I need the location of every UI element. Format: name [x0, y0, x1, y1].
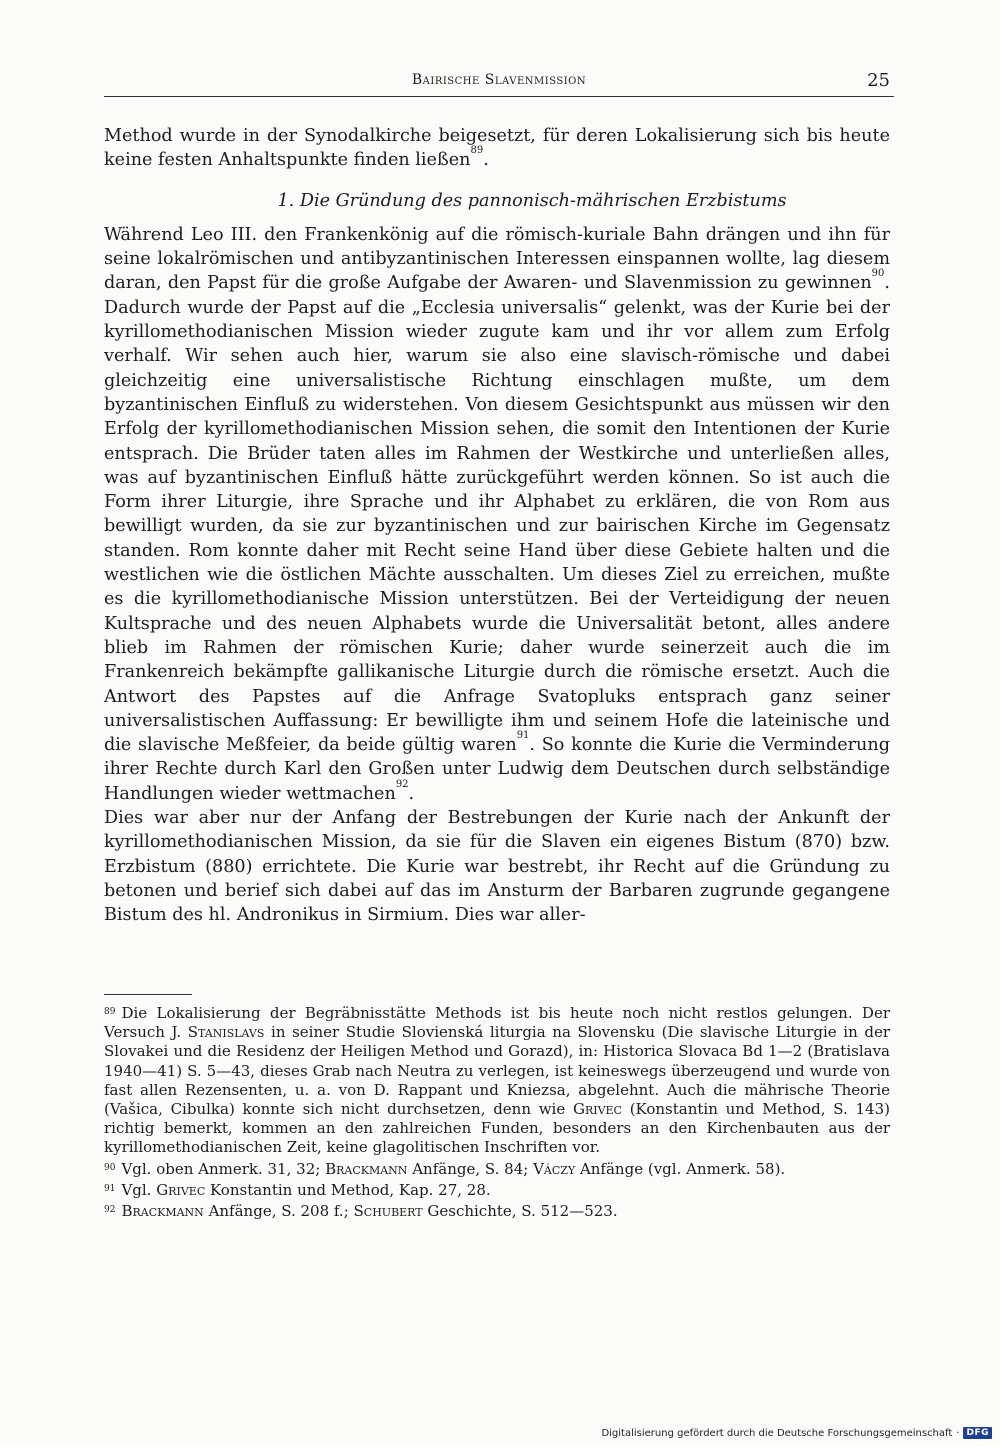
footnote-ref-89: 89: [470, 145, 484, 157]
paragraph-2: [104, 223, 890, 806]
footnote-text: in seiner Studie Slovienská liturgia na Slovensku (Die slavische Liturgie in der Slovakei und die Residenz der Heiligen Method und Gorazd), in: Historica Slovaca Bd 1—2 (Bratislava 1940—41) S. 5—43, dieses Grab nach Neutra zu verlegen, ist keineswegs überzeugend und wurde von fast allen Rezensenten, u. a. von D. Rappant und Kniezsa, abgelehnt. Auch die mährische Theorie (Vašica, Cibulka) konnte sich nicht durchsetzen, denn wie: [104, 1023, 890, 1119]
dfg-logo-icon: DFG: [963, 1427, 992, 1439]
page-number: 25: [867, 70, 890, 91]
paragraph-1-text: Method wurde in der Synodalkirche beigesetzt, für deren Lokalisierung sich bis heute keine festen Anhaltspunkte finden ließen: [104, 126, 890, 171]
paragraph-2-part-b: . Dadurch wurde der Papst auf die „Ecclesia universalis“ gelenkt, was der Kurie bei der kyrillomethodianischen Mission wieder zugute kam und ihr vor allem zum Erfolg verhalf. Wir sehen auch hier, warum sie also eine slavisch-römische und dabei gleichzeitig eine universalistische Richtung einschlagen mußte, um dem byzantinischen Einfluß zu widerstehen. Von diesem Gesichtspunkt aus müssen wir den Erfolg der kyrillomethodianischen Mission sehen, die somit den Intentionen der Kurie entsprach. Die Brüder taten alles im Rahmen der Westkirche und unterließen alles, was auf byzantinischen Einfluß hätte zurückgeführt werden können. So ist auch die Form ihrer Liturgie, ihre Sprache und ihr Alphabet zu erklären, die von Rom aus bewilligt wurden, da sie zur byzantinischen und zur bairischen Kirche im Gegensatz standen. Rom konnte daher mit Recht seine Hand über diese Gebiete halten und die westlichen wie die östlichen Mächte ausschalten. Um dieses Ziel zu erreichen, mußte es die kyrillomethodianische Mission unterstützen. Bei der Verteidigung der neuen Kultsprache und des neuen Alphabets wurde die Universalität betont, alles andere blieb im Rahmen der römischen Kurie; daher wurde seinerzeit auch die im Frankenreich bekämpfte gallikanische Liturgie durch die römische ersetzt. Auch die Antwort des Papstes auf die Anfrage Svatopluks entsprach ganz seiner universalistischen Auffassung: Er bewilligte ihm und seinem Hofe die lateinische und die slavische Meßfeier, da beide gültig waren: [104, 273, 890, 756]
running-title: Bairische Slavenmission: [411, 72, 587, 88]
dfg-separator: ·: [956, 1427, 960, 1439]
footnote-text: Geschichte, S. 512—523.: [422, 1202, 618, 1221]
dfg-credit-text: Digitalisierung gefördert durch die Deutsche Forschungsgemeinschaft: [601, 1427, 953, 1439]
footnote-89: [104, 1004, 890, 1158]
footnote-text: Anfänge, S. 84;: [407, 1159, 534, 1178]
paragraph-3: Dies war aber nur der Anfang der Bestrebungen der Kurie nach der Ankunft der kyrillomethodianischen Mission, da sie für die Slaven ein eigenes Bistum (870) bzw. Erzbistum (880) errichtete. Die Kurie war bestrebt, ihr Recht auf die Gründung zu betonen und berief sich dabei auf das im Ansturm der Barbaren zugrunde gegangene Bistum des hl. Andronikus in Sirmium. Dies war aller-: [104, 808, 890, 926]
footnote-text: Vgl. oben Anmerk. 31, 32;: [121, 1159, 326, 1178]
footnote-number: 90: [104, 1162, 116, 1173]
dfg-credit: [601, 1425, 992, 1441]
footnote-text: Die Lokalisierung der Begräbnisstätte Methods ist bis heute noch nicht restlos gelungen. Der Versuch J.: [104, 1004, 890, 1042]
paragraph-1-end: .: [483, 150, 489, 171]
footnote-number: 89: [104, 1007, 116, 1017]
footnote-separator: [104, 994, 192, 995]
footnote-90: [104, 1160, 890, 1179]
footnote-text: Anfänge, S. 208 f.;: [203, 1202, 354, 1221]
author-name: Brackmann: [121, 1202, 204, 1221]
footnote-text: (Konstantin und Method, S. 143) richtig bemerkt, kommen an den zahlreichen Funden, besonders an den Kirchenbauten aus der kyrillomethodianischen Zeit, keine glagolitischen Inschriften vor.: [104, 1100, 891, 1157]
author-name: Schubert: [353, 1202, 423, 1221]
footnote-ref-92: 92: [395, 778, 409, 790]
footnote-92: [104, 1202, 890, 1221]
footnotes: [104, 1004, 890, 1223]
paragraph-2-part-c: . So konnte die Kurie die Verminderung ihrer Rechte durch Karl den Großen unter Ludwig dem Deutschen durch selbständige Handlungen wieder wettmachen: [104, 735, 890, 804]
author-name: Grivec: [572, 1100, 622, 1119]
author-name: Stanislavs: [187, 1023, 265, 1042]
footnote-number: 92: [104, 1205, 116, 1216]
main-text: [104, 124, 890, 928]
paragraph-1: [104, 124, 890, 173]
footnote-ref-90: 90: [871, 268, 885, 280]
footnote-text: Vgl.: [121, 1180, 157, 1199]
paragraph-2-part-a: Während Leo III. den Frankenkönig auf die römisch-kuriale Bahn drängen und ihn für seine lokalrömischen und antibyzantinischen Interessen einspannen wollte, lag diesem daran, den Papst für die große Aufgabe der Awaren- und Slavenmission zu gewinnen: [104, 224, 890, 294]
author-name: Grivec: [156, 1180, 206, 1199]
paragraph-2-end: .: [408, 783, 415, 804]
footnote-number: 91: [104, 1183, 116, 1194]
footnote-ref-91: 91: [516, 730, 530, 742]
section-heading: 1. Die Gründung des pannonisch-mährischen Erzbistums: [277, 190, 787, 211]
footnote-text: Anfänge (vgl. Anmerk. 58).: [575, 1159, 786, 1178]
running-header: [104, 70, 894, 97]
author-name: Váczy: [533, 1159, 576, 1178]
author-name: Brackmann: [325, 1159, 408, 1178]
footnote-text: Konstantin und Method, Kap. 27, 28.: [205, 1180, 491, 1199]
footnote-91: [104, 1181, 890, 1200]
